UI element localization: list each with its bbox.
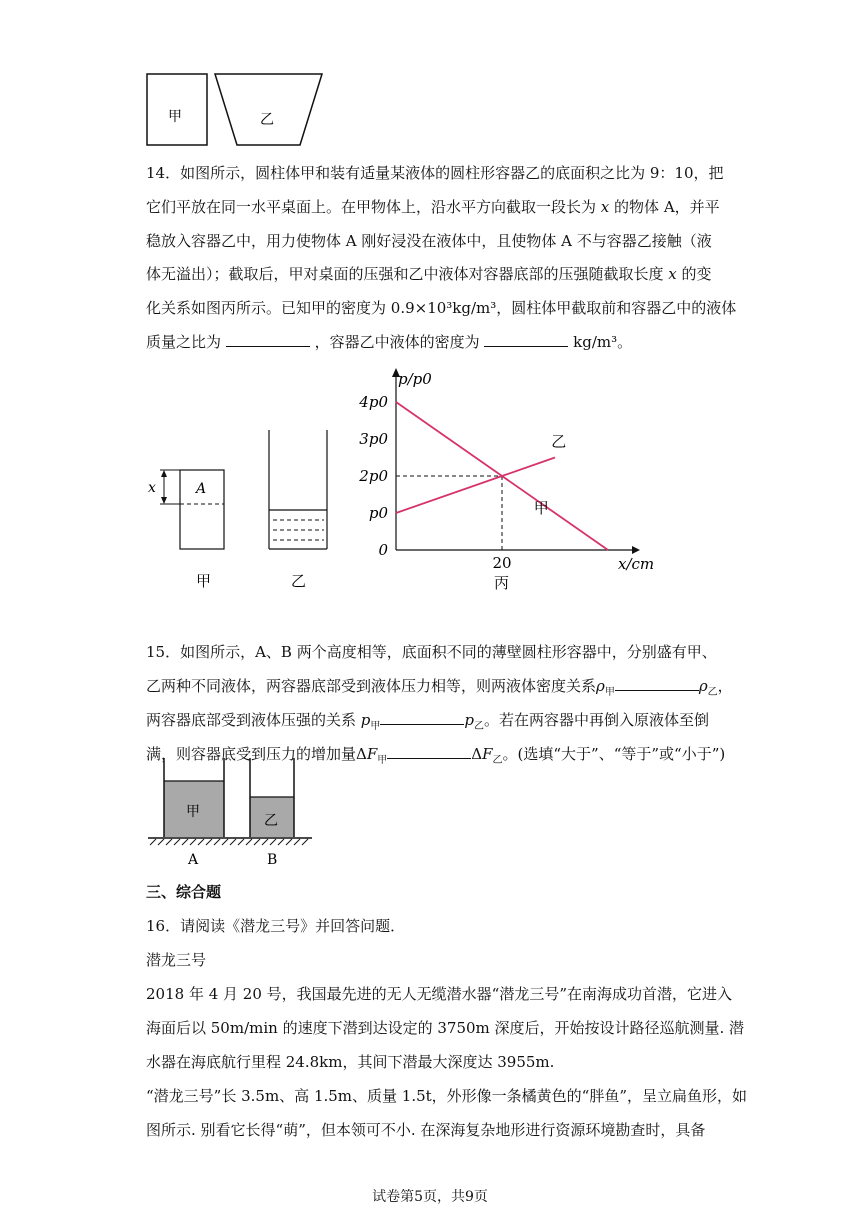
q14-line4-text: 体无溢出）；截取后，甲对桌面的压强和乙中液体对容器底部的压强随截取长度 bbox=[146, 265, 664, 283]
q16-p2-line1: “潜龙三号”长 3.5m、高 1.5m、质量 1.5t，外形像一条橘黄色的“胖鱼”，呈立扁鱼形，如 bbox=[146, 1087, 748, 1105]
q14-line6 bbox=[146, 332, 632, 352]
fig14-x-label: x bbox=[148, 480, 156, 496]
q14-answer-blank-1[interactable] bbox=[226, 332, 310, 347]
q15-p-jia-sub: 甲 bbox=[370, 721, 381, 732]
fig14-caption-bing: 丙 bbox=[494, 574, 510, 592]
q16-p1-line2: 海面后以 50m/min 的速度下潜到达设定的 3750m 深度后，开始按设计路径巡航测量. 潜 bbox=[146, 1019, 745, 1037]
chart-y-tick-2: 2p0 bbox=[359, 467, 388, 485]
q14-line4-text-b: 的变 bbox=[681, 265, 712, 283]
q16-p1-line1: 2018 年 4 月 20 号，我国最先进的无人无缆潜水器“潜龙三号”在南海成功首潜，它进入 bbox=[146, 985, 732, 1003]
q14-line4 bbox=[146, 264, 712, 284]
q15-line3 bbox=[146, 710, 709, 737]
top-yi-trapezoid bbox=[215, 74, 322, 145]
chart-y-tick-1: p0 bbox=[368, 504, 388, 522]
fig15 bbox=[140, 750, 320, 872]
q14-line6-text-b: ，容器乙中液体的密度为 bbox=[314, 333, 480, 351]
q14-var-x: x bbox=[600, 198, 610, 216]
q16-p1-line3: 水器在海底航行里程 24.8km，其间下潜最大深度达 3955m. bbox=[146, 1053, 555, 1071]
q14-line2 bbox=[146, 197, 720, 217]
q15-F-yi: F bbox=[482, 745, 493, 763]
fig15-label-jia: 甲 bbox=[186, 804, 200, 820]
q16-p2-line2: 图所示. 别看它长得“萌”，但本领可不小. 在深海复杂地形进行资源环境勘查时，具备 bbox=[146, 1121, 706, 1139]
q14-line5: 化关系如图丙所示。已知甲的密度为 0.9×10³kg/m³，圆柱体甲截取前和容器乙中的液体 bbox=[146, 299, 737, 317]
fig14-caption-yi: 乙 bbox=[291, 572, 307, 590]
top-figure bbox=[140, 70, 330, 150]
q15-line3-text: 两容器底部受到液体压强的关系 bbox=[146, 711, 357, 729]
fig15-label-yi: 乙 bbox=[264, 813, 278, 829]
fig15-label-B: B bbox=[267, 852, 278, 868]
q15-blank-density[interactable] bbox=[615, 676, 699, 691]
q15-blank-force[interactable] bbox=[387, 744, 471, 759]
fig14-jia-cylinder bbox=[148, 470, 224, 549]
chart-ylabel: p/p0 bbox=[398, 370, 432, 388]
q15-p-yi-sub: 乙 bbox=[474, 721, 485, 732]
q16-intro: 16．请阅读《潜龙三号》并回答问题． bbox=[146, 917, 406, 935]
q15-rho-jia-sub: 甲 bbox=[604, 687, 615, 698]
chart-series-label-0: 甲 bbox=[533, 499, 549, 517]
q15-blank-pressure[interactable] bbox=[380, 710, 464, 725]
q14-line1: 14．如图所示，圆柱体甲和装有适量某液体的圆柱形容器乙的底面积之比为 9：10，把 bbox=[146, 164, 724, 182]
fig14-A-label: A bbox=[196, 481, 207, 497]
q15-p-yi: p bbox=[464, 711, 475, 729]
chart-y-tick-4: 4p0 bbox=[359, 393, 388, 411]
q15-F-jia-sub: 甲 bbox=[377, 755, 388, 766]
q15-rho-jia: ρ bbox=[596, 677, 605, 695]
chart-y-tick-3: 3p0 bbox=[359, 430, 388, 448]
fig15-hatching bbox=[150, 839, 308, 845]
q14-line6-text-c: kg/m³。 bbox=[573, 333, 633, 351]
top-jia-label: 甲 bbox=[168, 109, 182, 125]
q15-comma: ， bbox=[717, 677, 733, 695]
q14-var-x-2: x bbox=[668, 265, 677, 283]
top-yi-label: 乙 bbox=[260, 112, 274, 128]
q14-line3: 稳放入容器乙中，用力使物体 A 刚好浸没在液体中，且使物体 A 不与容器乙接触（液 bbox=[146, 232, 712, 250]
page-footer: 试卷第5页，共9页 bbox=[372, 1189, 488, 1205]
chart-y-tick-0: 0 bbox=[378, 541, 388, 559]
q15-line4-text-b: 。(选填“大于”、“等于”或“小于”) bbox=[502, 745, 726, 763]
q16-article-title: 潜龙三号 bbox=[146, 951, 207, 969]
fig14-yi-container bbox=[269, 430, 327, 549]
fig14-caption-jia: 甲 bbox=[196, 572, 212, 590]
fig15-label-A: A bbox=[188, 852, 199, 868]
section-title: 三、综合题 bbox=[146, 883, 222, 901]
q15-line4: 满，则容器底受到压力的增加量$\Delta F_甲$ $\Delta F_乙$。(选填“大于”、“等于”或“小于”) bbox=[146, 745, 726, 766]
q15-line1: 15．如图所示，A、B 两个高度相等，底面积不同的薄壁圆柱形容器中，分别盛有甲、 bbox=[146, 643, 717, 661]
q15-rho-yi: ρ bbox=[698, 677, 708, 695]
chart-x-arrow bbox=[632, 546, 640, 554]
q15-F-jia: F bbox=[366, 745, 378, 763]
chart-x-title: x/cm bbox=[618, 555, 655, 573]
chart-x-tick-0: 20 bbox=[492, 554, 512, 572]
q15-line4-text: 满，则容器底受到压力的增加量Δ bbox=[146, 745, 367, 763]
q15-line3-text-b: 。若在两容器中再倒入原液体至倒 bbox=[484, 711, 710, 729]
q15-line2-text: 乙两种不同液体，两容器底部受到液体压力相等，则两液体密度关系 bbox=[146, 677, 597, 695]
fig14 bbox=[140, 364, 670, 594]
q15-p-jia: p bbox=[360, 711, 371, 729]
chart-series-line-1 bbox=[396, 458, 555, 514]
q14-line2-text-b: 的物体 A，并平 bbox=[614, 198, 720, 216]
q15-line2 bbox=[146, 676, 733, 703]
q14-line2-text: 它们平放在同一水平桌面上。在甲物体上，沿水平方向截取一段长为 bbox=[146, 198, 597, 216]
fig14-chart bbox=[358, 368, 654, 573]
chart-y-title bbox=[398, 370, 432, 388]
q15-F-yi-sub: 乙 bbox=[492, 755, 503, 766]
q15-rho-yi-sub: 乙 bbox=[707, 687, 718, 698]
q14-answer-blank-2[interactable] bbox=[484, 332, 568, 347]
q14-line6-text: 质量之比为 bbox=[146, 333, 222, 351]
chart-series-label-1: 乙 bbox=[551, 432, 567, 451]
